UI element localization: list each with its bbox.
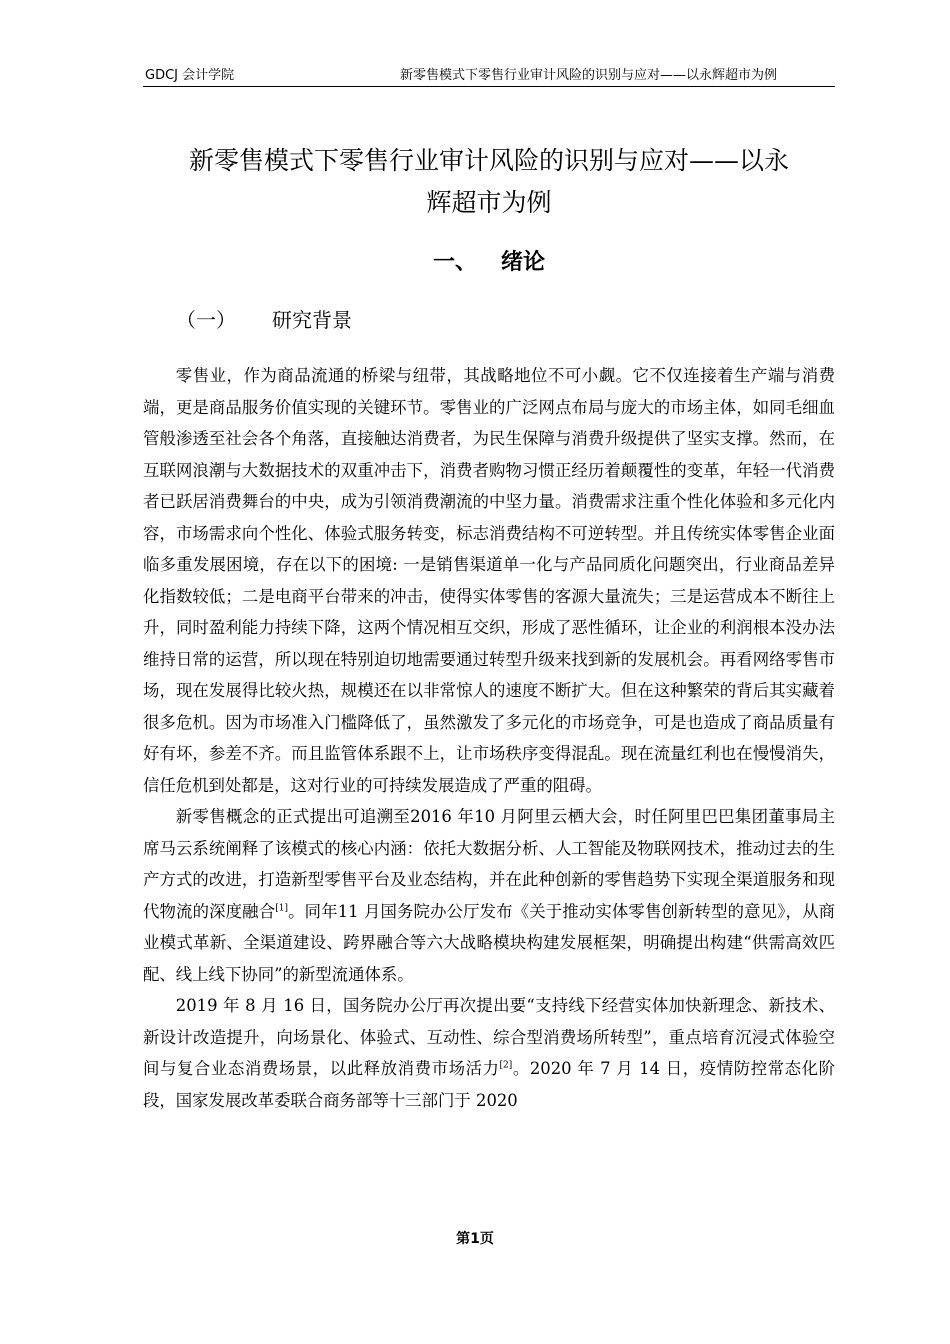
header-institution: GDCJ 会计学院: [145, 68, 235, 83]
subsection-number: （一）: [176, 308, 236, 332]
document-title: [143, 140, 835, 224]
subsection-title: 研究背景: [272, 308, 352, 332]
page-header: [143, 64, 835, 87]
paragraph-3-text-b: 。2020 年 7 月 14 日，疫情防控常态化阶段，国家发展改革委联合商务部等十三部门于 2020: [143, 1059, 835, 1110]
section-title: 绪论: [501, 250, 546, 275]
title-line-1: 新零售模式下零售行业审计风险的识别与应对——以永: [188, 146, 789, 175]
paragraph-2-text-b: 。同年11 月国务院办公厅发布《关于推动实体零售创新转型的意见》，从商业模式革新、全渠道建设、跨界融合等六大战略模块构建发展框架，明确提出构建“供需高效匹配、线上线下协同”的新型流通体系。: [143, 901, 835, 984]
body-text: [143, 360, 835, 1116]
citation-1: [1]: [275, 903, 288, 914]
paragraph-3: [143, 990, 835, 1116]
citation-2: [2]: [499, 1060, 513, 1071]
page-number: 第1页: [456, 1231, 494, 1247]
paragraph-2-text-a: 新零售概念的正式提出可追溯至2016 年10 月阿里云栖大会，时任阿里巴巴集团董事局主席马云系统阐释了该模式的核心内涵：依托大数据分析、人工智能及物联网技术，推动过去的生产方式的改进，打造新型零售平台及业态结构，并在此种创新的零售趋势下实现全渠道服务和现代物流的深度融合: [143, 807, 835, 921]
paragraph-1-text: 零售业，作为商品流通的桥梁与纽带，其战略地位不可小觑。它不仅连接着生产端与消费端，更是商品服务价值实现的关键环节。零售业的广泛网点布局与庞大的市场主体，如同毛细血管般渗透至社会各个角落，直接触达消费者，为民生保障与消费升级提供了坚实支撑。然而，在互联网浪潮与大数据技术的双重冲击下，消费者购物习惯正经历着颠覆性的变革，年轻一代消费者已跃居消费舞台的中央，成为引领消费潮流的中坚力量。消费需求注重个性化体验和多元化内容，市场需求向个性化、体验式服务转变，标志消费结构不可逆转型。并且传统实体零售企业面临多重发展困境，存在以下的困境: 一是销售渠道单一化与产品同质化问题突出，行业商品差异化指数较低；二是电商平台带来的冲击，使得实体零售的客源大量流失；三是运营成本不断往上升，同时盈利能力持续下降，这两个情况相互交织，形成了恶性循环，让企业的利润根本没办法维持日常的运营，所以现在特别迫切地需要通过转型升级来找到新的发展机会。再看网络零售市场，现在发展得比较火热，规模还在以非常惊人的速度不断扩大。但在这种繁荣的背后其实藏着很多危机。因为市场准入门槛降低了，虽然激发了多元化的市场竞争，可是也造成了商品质量有好有坏，参差不齐。而且监管体系跟不上，让市场秩序变得混乱。现在流量红利也在慢慢消失，信任危机到处都是，这对行业的可持续发展造成了严重的阻碍。: [143, 366, 835, 795]
header-running-title: 新零售模式下零售行业审计风险的识别与应对——以永辉超市为例: [399, 68, 777, 83]
paragraph-2: [143, 801, 835, 990]
section-heading: [143, 248, 835, 278]
title-line-2: 辉超市为例: [426, 188, 552, 217]
paragraph-3-text-a: 2019 年 8 月 16 日，国务院办公厅再次提出要“支持线下经营实体加快新理念、新技术、新设计改造提升，向场景化、体验式、互动性、综合型消费场所转型”，重点培育沉浸式体验空间与复合业态消费场景，以此释放消费市场活力: [143, 996, 835, 1078]
paragraph-1: [143, 360, 835, 801]
subsection-heading: [176, 305, 352, 335]
section-number: 一、: [432, 250, 477, 275]
